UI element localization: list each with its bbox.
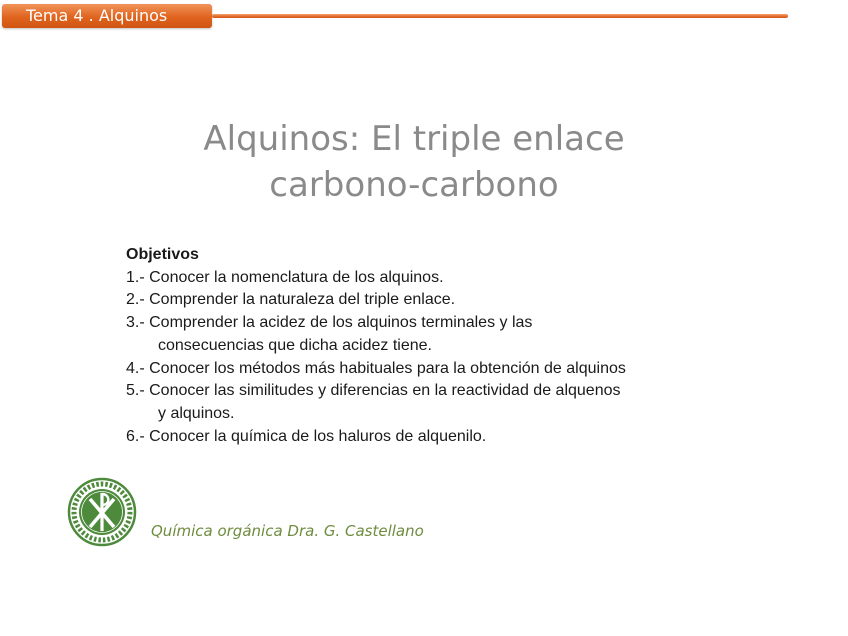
objective-item: 1.- Conocer la nomenclatura de los alquinos. xyxy=(126,268,444,286)
slide-title-line-1: Alquinos: El triple enlace xyxy=(203,119,625,159)
header-divider xyxy=(212,14,788,18)
university-seal-icon xyxy=(67,477,137,547)
slide-title-line-2: carbono-carbono xyxy=(269,165,559,205)
objective-item-continuation: consecuencias que dicha acidez tiene. xyxy=(158,336,432,354)
objective-item: 4.- Conocer los métodos más habituales para la obtención de alquinos xyxy=(126,359,626,377)
objectives-heading: Objetivos xyxy=(126,246,199,263)
objective-item: 6.- Conocer la química de los haluros de alquenilo. xyxy=(126,427,487,445)
slide-title xyxy=(0,116,828,208)
footer-author: Química orgánica Dra. G. Castellano xyxy=(151,522,424,540)
header-tab xyxy=(2,4,212,28)
header-tab-label: Tema 4 . Alquinos xyxy=(26,6,168,25)
objective-item: 5.- Conocer las similitudes y diferencias en la reactividad de alquenos xyxy=(126,382,621,400)
objective-item: 2.- Comprender la naturaleza del triple enlace. xyxy=(126,291,456,309)
objectives-section xyxy=(126,244,766,448)
objective-item: 3.- Comprender la acidez de los alquinos terminales y las xyxy=(126,314,533,332)
objective-item-continuation: y alquinos. xyxy=(158,404,235,422)
